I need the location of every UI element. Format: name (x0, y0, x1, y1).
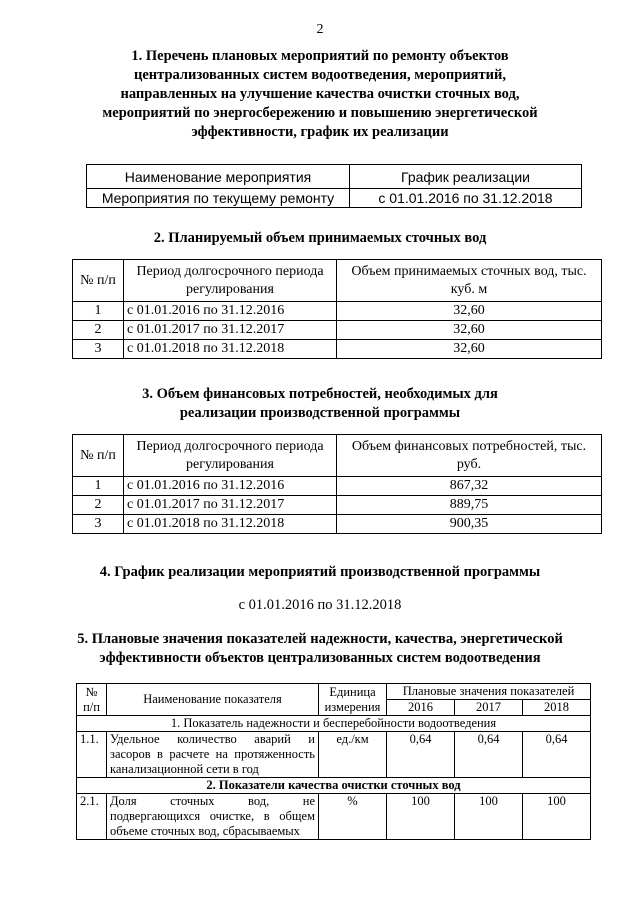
financial-needs-table (72, 434, 602, 534)
col-header-volume: Объем принимаемых сточных вод, тыс. куб. м (337, 260, 602, 302)
title-line: реализации производственной программы (179, 405, 461, 421)
col-header-activity: Наименование мероприятия (87, 165, 350, 189)
row-period: с 01.01.2016 по 31.12.2016 (124, 477, 337, 496)
row-value: 889,75 (337, 496, 602, 515)
row-value: 900,35 (337, 515, 602, 534)
row-value: 0,64 (455, 732, 523, 778)
row-value: 100 (387, 794, 455, 840)
title-line: централизованных систем водоотведения, мероприятий, (134, 67, 506, 83)
row-value: 32,60 (337, 340, 602, 359)
row-indicator: Доля сточных вод, не подвергающихся очистке, в общем объеме сточных вод, сбрасываемых (107, 794, 319, 840)
table-row (77, 732, 591, 778)
table-row (87, 189, 582, 208)
col-header-planned: Плановые значения показателей (387, 684, 591, 700)
col-header-period: Период долгосрочного периода регулирования (124, 435, 337, 477)
section4-period: с 01.01.2016 по 31.12.2018 (238, 597, 402, 613)
title-line: мероприятий по энергосбережению и повышению энергетической (102, 105, 538, 121)
title-line: 5. Плановые значения показателей надежности, качества, энергетической (77, 631, 563, 647)
table-row (77, 794, 591, 840)
table-row (73, 302, 602, 321)
col-header-period: Период долгосрочного периода регулирования (124, 260, 337, 302)
row-period: с 01.01.2017 по 31.12.2017 (124, 321, 337, 340)
row-period: с 01.01.2016 по 31.12.2016 (124, 302, 337, 321)
row-unit: % (319, 794, 387, 840)
row-period: с 01.01.2017 по 31.12.2017 (124, 496, 337, 515)
indicators-table (76, 683, 591, 840)
row-value: 0,64 (523, 732, 591, 778)
row-num: 2.1. (77, 794, 107, 840)
title-line: направленных на улучшение качества очистки сточных вод, (120, 86, 520, 102)
col-header-num: № п/п (73, 260, 124, 302)
table-row (73, 321, 602, 340)
row-num: 3 (73, 340, 124, 359)
title-line: 3. Объем финансовых потребностей, необходимых для (142, 386, 498, 402)
wastewater-volume-table (72, 259, 602, 359)
table-row (73, 515, 602, 534)
row-num: 3 (73, 515, 124, 534)
page-number: 2 (316, 22, 324, 37)
row-value: 0,64 (387, 732, 455, 778)
group-header: 2. Показатели качества очистки сточных вод (77, 778, 591, 794)
row-value: 32,60 (337, 321, 602, 340)
row-value: 32,60 (337, 302, 602, 321)
activities-table (86, 164, 582, 208)
col-header-unit: Единица измерения (319, 684, 387, 716)
activity-name: Мероприятия по текущему ремонту (87, 189, 350, 208)
row-indicator: Удельное количество аварий и засоров в расчете на протяженность канализационной сети в год (107, 732, 319, 778)
row-value: 100 (523, 794, 591, 840)
section2-title: 2. Планируемый объем принимаемых сточных вод (153, 230, 487, 246)
title-line: 1. Перечень плановых мероприятий по ремонту объектов (131, 48, 509, 64)
row-num: 1 (73, 302, 124, 321)
section4-title: 4. График реализации мероприятий производственной программы (99, 564, 541, 580)
col-header-indicator: Наименование показателя (107, 684, 319, 716)
row-value: 867,32 (337, 477, 602, 496)
row-value: 100 (455, 794, 523, 840)
section1-title (0, 47, 640, 142)
col-header-year: 2018 (523, 700, 591, 716)
table-row (73, 477, 602, 496)
row-num: 1 (73, 477, 124, 496)
group-header: 1. Показатель надежности и бесперебойности водоотведения (77, 716, 591, 732)
row-num: 1.1. (77, 732, 107, 778)
table-row (73, 496, 602, 515)
row-num: 2 (73, 496, 124, 515)
activity-schedule: с 01.01.2016 по 31.12.2018 (350, 189, 582, 208)
row-num: 2 (73, 321, 124, 340)
title-line: эффективности объектов централизованных систем водоотведения (99, 650, 541, 666)
section3-title (0, 385, 640, 423)
col-header-year: 2016 (387, 700, 455, 716)
col-header-schedule: График реализации (350, 165, 582, 189)
col-header-num: № п/п (77, 684, 107, 716)
col-header-num: № п/п (73, 435, 124, 477)
table-row (73, 340, 602, 359)
section5-title (0, 630, 640, 668)
col-header-year: 2017 (455, 700, 523, 716)
row-period: с 01.01.2018 по 31.12.2018 (124, 515, 337, 534)
row-unit: ед./км (319, 732, 387, 778)
col-header-finance: Объем финансовых потребностей, тыс. руб. (337, 435, 602, 477)
row-period: с 01.01.2018 по 31.12.2018 (124, 340, 337, 359)
title-line: эффективности, график их реализации (191, 124, 449, 140)
